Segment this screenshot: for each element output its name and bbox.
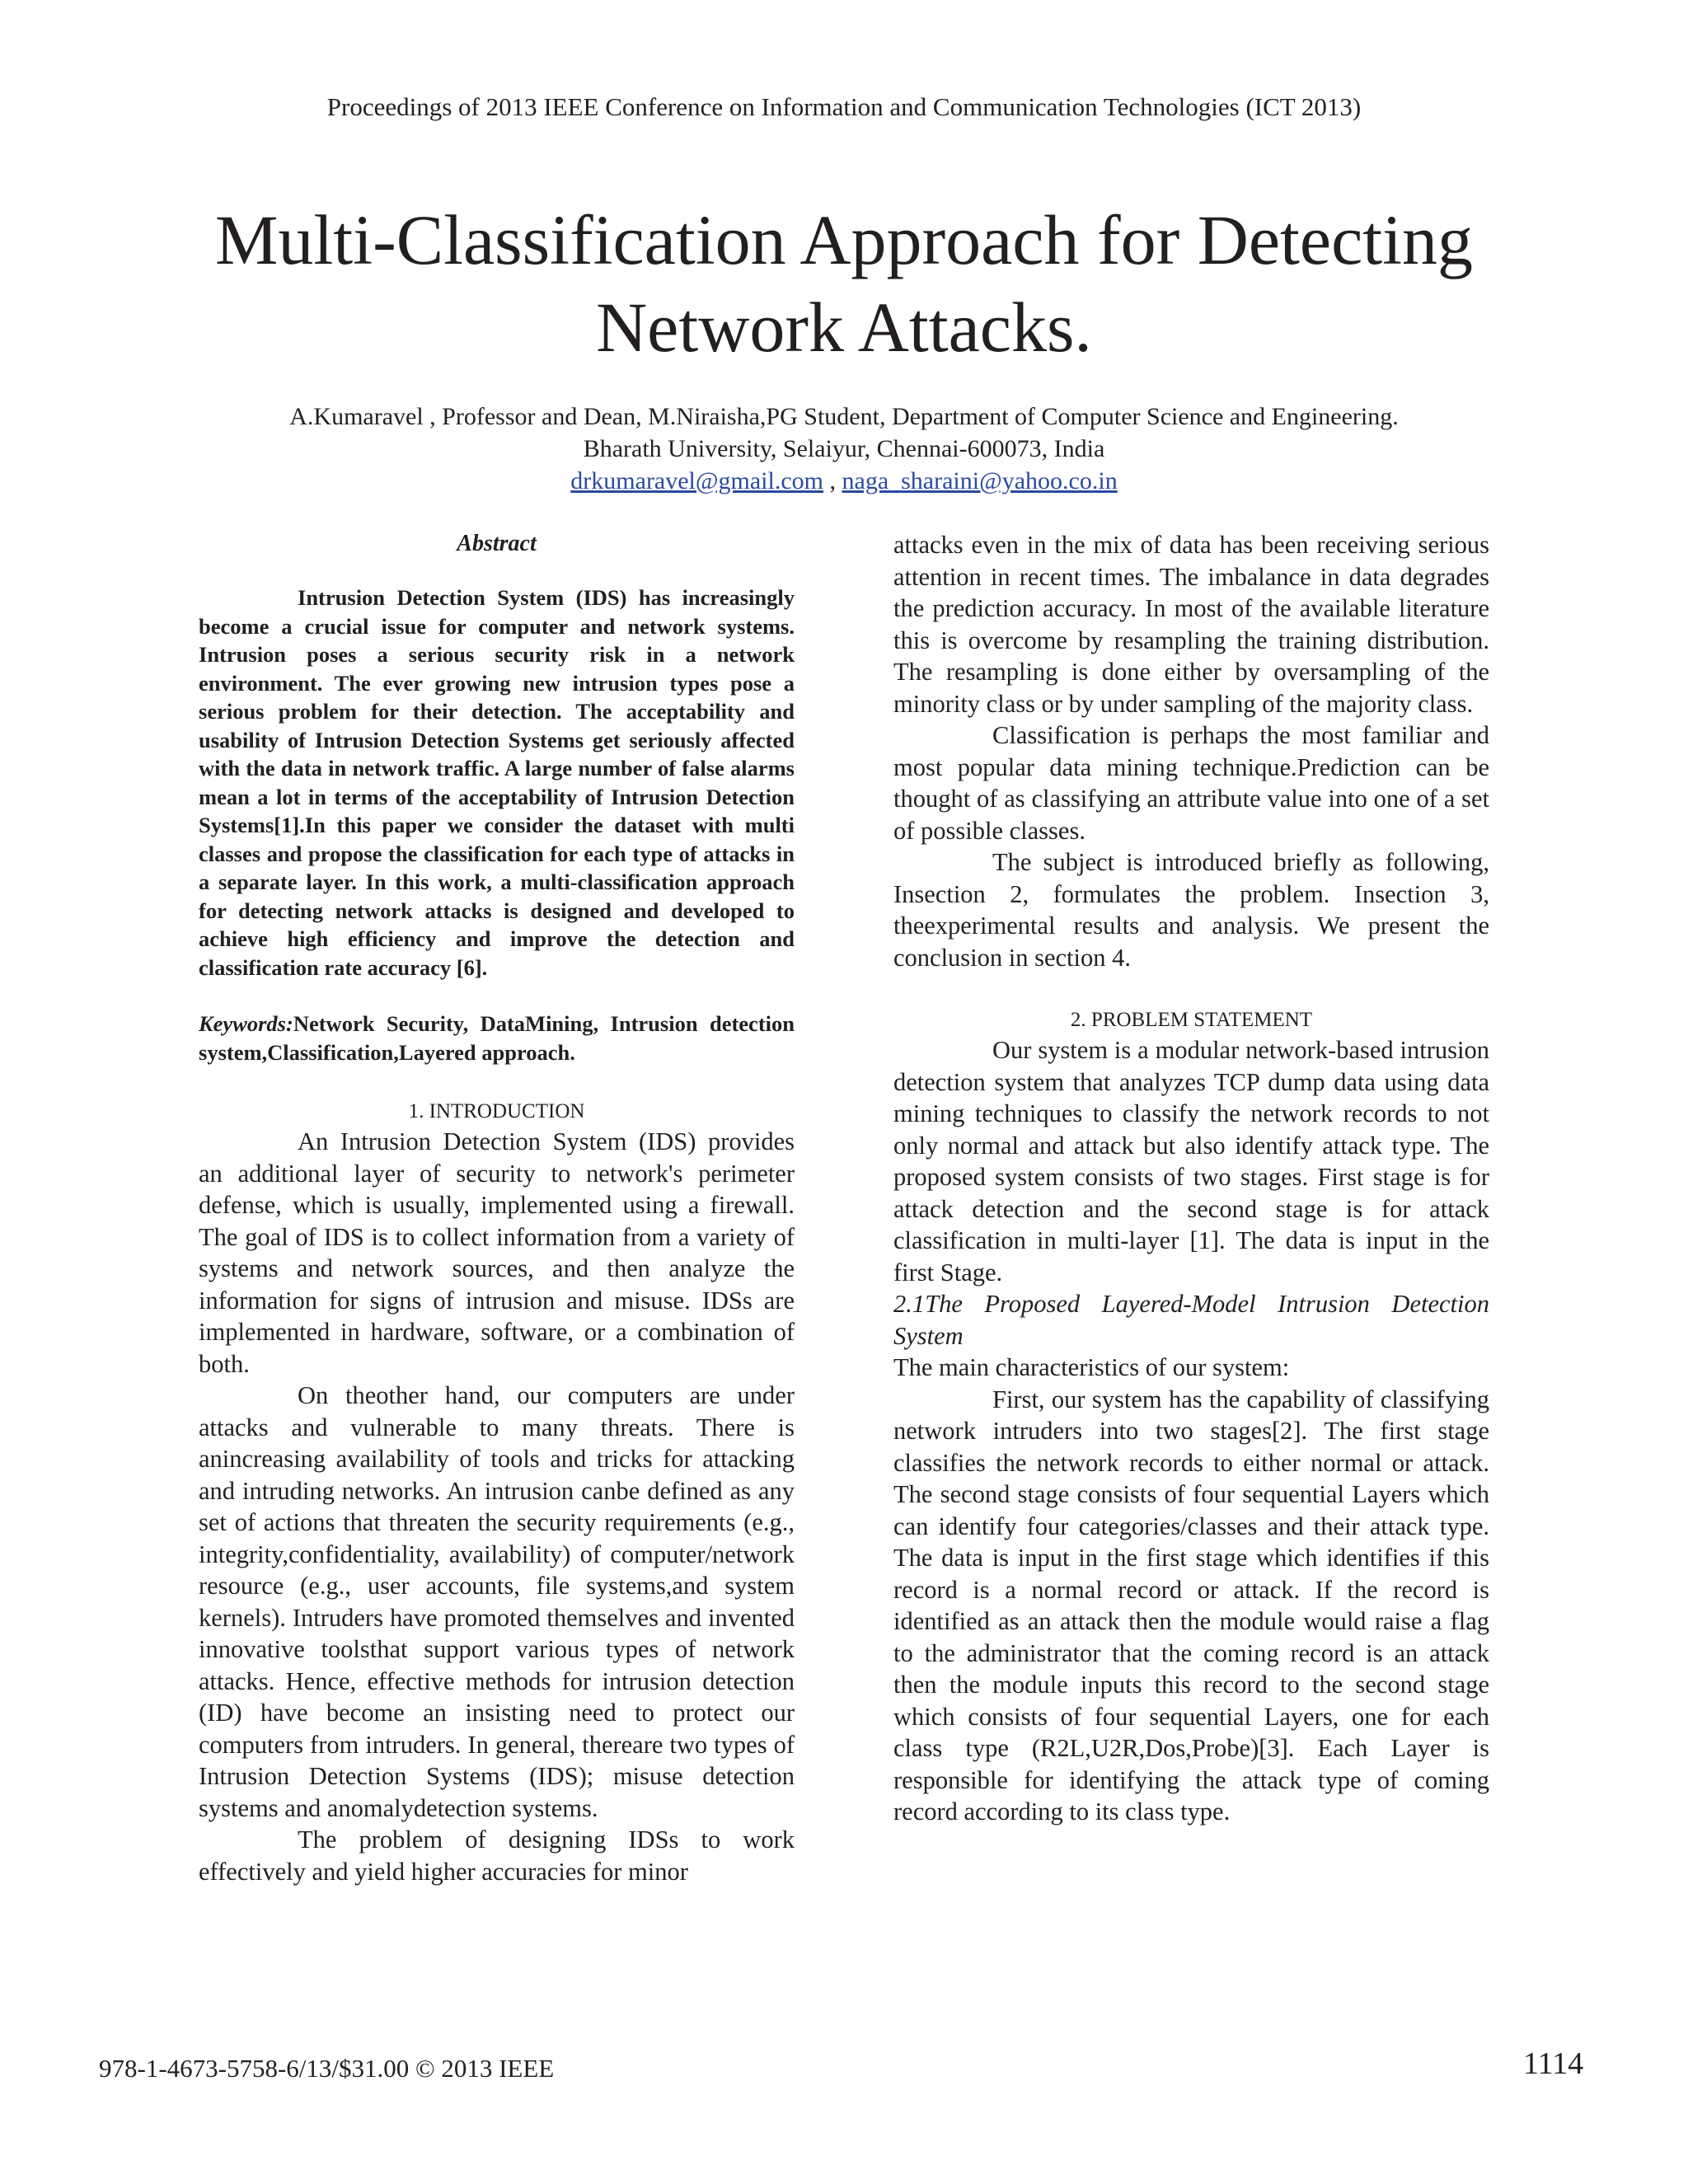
intro-paragraph-3: The problem of designing IDSs to work effectively and yield higher accuracies for minor xyxy=(199,1825,795,1886)
abstract-heading: Abstract xyxy=(457,531,537,556)
right-paragraph-2: Classification is perhaps the most familiar and most popular data mining technique.Prediction can be thought of as classifying an attribute value into one of a set of possible classes. xyxy=(893,721,1489,845)
authors-line: A.Kumaravel , Professor and Dean, M.Niraisha,PG Student, Department of Computer Science and Engineering. xyxy=(289,403,1399,430)
paper-title xyxy=(165,196,1523,371)
problem-paragraph-1: Our system is a modular network-based intrusion detection system that analyzes TCP dump data using data mining techniques to classify the network records to not only normal and attack but also identify attack type. The proposed system consists of two stages. First stage is for attack detection and the second stage is for attack classification in multi-layer [1]. The data is input in the first Stage. xyxy=(893,1036,1489,1286)
intro-paragraph-1: An Intrusion Detection System (IDS) provides an additional layer of security to network's perimeter defense, which is usually, implemented using a firewall. The goal of IDS is to collect information from a variety of systems and network sources, and then analyze the information for signs of intrusion and misuse. IDSs are implemented in hardware, software, or a combination of both. xyxy=(199,1127,795,1378)
author-block xyxy=(124,401,1564,497)
keywords-text: Network Security, DataMining, Intrusion detection system,Classification,Layered approach. xyxy=(199,1011,795,1065)
intro-paragraph-2: On theother hand, our computers are under attacks and vulnerable to many threats. There is anincreasing availability of tools and tricks for attacking and intruding networks. An intrusion canbe defined as any set of actions that threaten the security requirements (e.g., integrity,confidentiality, availability) of computer/network resource (e.g., user accounts, file systems,and system kernels). Intruders have promoted themselves and invented innovative toolsthat support various types of network attacks. Hence, effective methods for intrusion detection (ID) have become an insisting need to protect our computers from intruders. In general, thereare two types of Intrusion Detection Systems (IDS); misuse detection systems and anomalydetection systems. xyxy=(199,1381,795,1822)
conference-header: Proceedings of 2013 IEEE Conference on Information and Communication Technologies (ICT 2013) xyxy=(326,92,1362,121)
email-separator: , xyxy=(823,467,842,494)
right-paragraph-1: attacks even in the mix of data has been receiving serious attention in recent times. The imbalance in data degrades the prediction accuracy. In most of the available literature this is overcome by resampling the training distribution. The resampling is done either by oversampling of the minority class or by under sampling of the majority class. xyxy=(893,531,1489,718)
subsection-heading: 2.1The Proposed Layered-Model Intrusion Detection System xyxy=(893,1290,1489,1350)
left-column xyxy=(199,529,795,1887)
characteristics-paragraph: First, our system has the capability of classifying network intruders into two stages[2]. The first stage classifies the network records to either normal or attack. The second stage consists of four sequential Layers which can identify four categories/classes and their attack type. The data is input in the first stage which identifies if this record is a normal record or attack. If the record is identified as an attack then the module would raise a flag to the administrator that the coming record is an attack then the module inputs this record to the second stage which consists of four sequential Layers, one for each class type (R2L,U2R,Dos,Probe)[3]. Each Layer is responsible for identifying the attack type of coming record according to its class type. xyxy=(893,1385,1489,1825)
problem-statement-heading: 2. PROBLEM STATEMENT xyxy=(1070,1009,1313,1031)
email-line xyxy=(124,465,1564,497)
keywords xyxy=(199,1010,795,1066)
right-column xyxy=(893,529,1489,1828)
email-link-2[interactable]: naga_sharaini@yahoo.co.in xyxy=(842,467,1118,494)
characteristics-intro: The main characteristics of our system: xyxy=(893,1353,1290,1381)
title-line-1: Multi-Classification Approach for Detecting xyxy=(214,200,1474,279)
introduction-heading: 1. INTRODUCTION xyxy=(408,1100,585,1122)
title-line-2: Network Attacks. xyxy=(596,288,1092,367)
abstract-text: Intrusion Detection System (IDS) has increasingly become a crucial issue for computer and network systems. Intrusion poses a serious security risk in a network environment. The ever growing new intrusion types pose a serious problem for their detection. The acceptability and usability of Intrusion Detection Systems get seriously affected with the data in network traffic. A large number of false alarms mean a lot in terms of the acceptability of Intrusion Detection Systems[1].In this paper we consider the dataset with multi classes and propose the classification for each type of attacks in a separate layer. In this work, a multi-classification approach for detecting network attacks is designed and developed to achieve high efficiency and improve the detection and classification rate accuracy [6]. xyxy=(199,585,795,980)
affiliation-line: Bharath University, Selaiyur, Chennai-600073, India xyxy=(583,435,1105,462)
email-link-1[interactable]: drkumaravel@gmail.com xyxy=(570,467,823,494)
right-paragraph-3: The subject is introduced briefly as following, Insection 2, formulates the problem. Insection 3, theexperimental results and analysis. We present the conclusion in section 4. xyxy=(893,848,1489,972)
footer-isbn: 978-1-4673-5758-6/13/$31.00 © 2013 IEEE xyxy=(99,2054,555,2083)
page-number: 1114 xyxy=(1523,2046,1584,2081)
keywords-label: Keywords: xyxy=(199,1011,293,1036)
